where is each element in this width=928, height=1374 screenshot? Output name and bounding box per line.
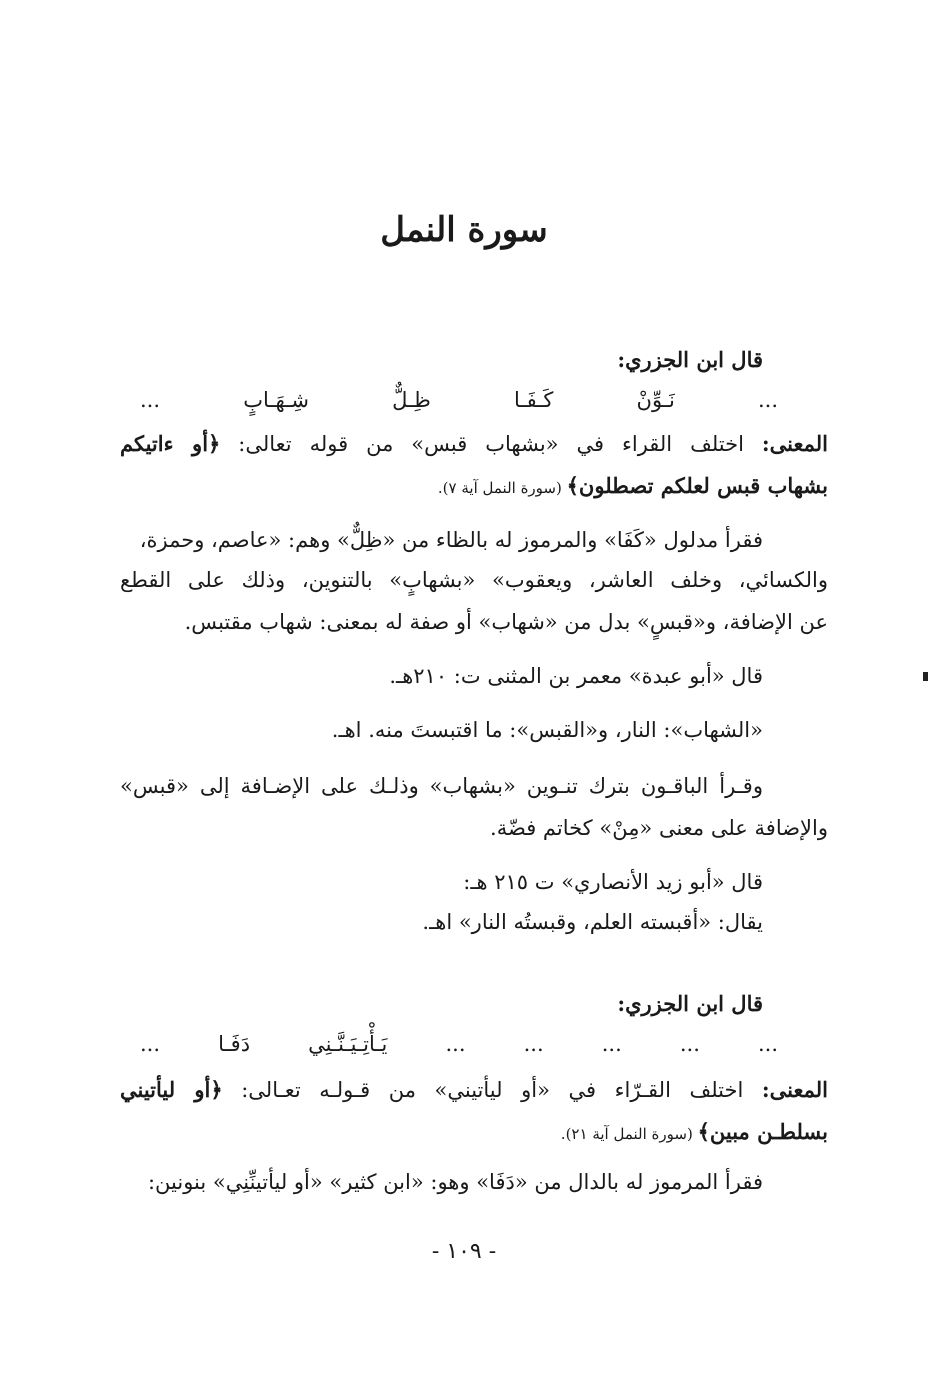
meaning-label: المعنى: xyxy=(761,431,828,456)
section1-para1-line2: والكسائي، وخلف العاشر، ويعقوب» «بشهابٍ» بالتنوين، وذلك على القطع xyxy=(120,568,828,592)
quran-quote-start: ﴿أو ءاتيكم xyxy=(120,431,221,456)
quran-quote-end: بشهاب قبس لعلكم تصطلون﴾ xyxy=(566,473,828,498)
meaning-text: اختلف القراء في «بشهاب قبس» من قوله تعالى: xyxy=(220,432,762,456)
surah-title: سورة النمل xyxy=(380,210,548,250)
meaning-text: اختلف القـرّاء في «أو ليأتيني» من قـولـه تعـالى: xyxy=(222,1078,762,1102)
scan-mark xyxy=(923,672,928,681)
section2-verse: ... ... ... ... ... يَـأْتِـيَـنَّـنِي دَفَـا ... xyxy=(140,1032,778,1056)
quran-quote-start: ﴿أو ليأتيني xyxy=(120,1077,223,1102)
quran-reference: (سورة النمل آية ٢١). xyxy=(560,1125,698,1143)
section1-para1-line1: فقرأ مدلول «كَفَا» والمرموز له بالظاء من «ظِلٌّ» وهم: «عاصم، وحمزة، xyxy=(139,528,763,552)
meaning-label: المعنى: xyxy=(761,1077,829,1102)
section2-para1-line1: فقرأ المرموز له بالدال من «دَفَا» وهو: «ابن كثير» «أو ليأتينِّنِي» بنونين: xyxy=(147,1170,763,1194)
section2-meaning-line1 xyxy=(120,1070,828,1110)
section1-para2-line1: وقـرأ الباقـون بترك تنـوين «بشهاب» وذلـك على الإضـافة إلى «قبس» xyxy=(120,774,763,798)
section2-meaning-line2 xyxy=(120,1112,828,1154)
section1-para2-line2: والإضافة على معنى «مِنْ» كخاتم فضّة. xyxy=(490,816,828,840)
section1-quote4: يقال: «أقبسته العلم، وقبستُه النار» اهـ. xyxy=(422,910,763,934)
section1-heading: قال ابن الجزري: xyxy=(617,347,763,372)
quran-quote-end: بسلطـن مبين﴾ xyxy=(697,1119,828,1144)
section2-heading: قال ابن الجزري: xyxy=(617,991,763,1016)
section1-meaning-line1 xyxy=(120,424,828,464)
section1-quote1: قال «أبو عبدة» معمر بن المثنى ت: ٢١٠هـ. xyxy=(389,664,763,688)
section1-quote3: قال «أبو زيد الأنصاري» ت ٢١٥ هـ: xyxy=(463,870,763,894)
page-number: - ١٠٩ - xyxy=(431,1239,497,1264)
section1-meaning-line2 xyxy=(120,466,828,508)
quran-reference: (سورة النمل آية ٧). xyxy=(437,479,567,497)
section1-verse: ... نَـوِّنْ كَـفَـا ظِـلٌّ شِـهَـابٍ ... xyxy=(140,388,778,412)
section1-quote2: «الشهاب»: النار، و«القبس»: ما اقتبستَ منه. اهـ. xyxy=(331,718,763,742)
section1-para1-line3: عن الإضافة، و«قبسٍ» بدل من «شهاب» أو صفة له بمعنى: شهاب مقتبس. xyxy=(184,610,828,634)
